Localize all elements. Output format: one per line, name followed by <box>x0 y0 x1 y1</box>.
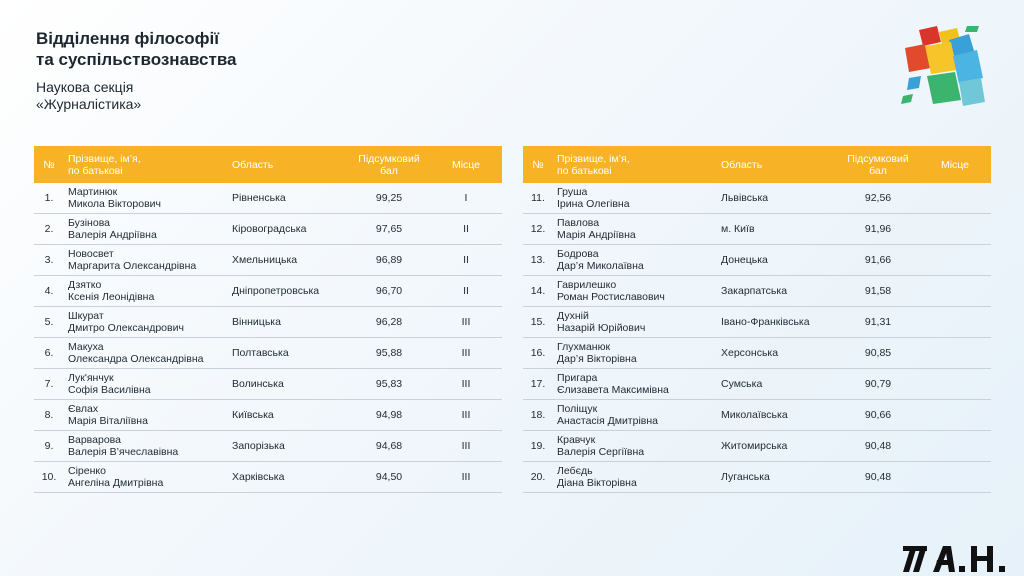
row-place <box>919 214 991 245</box>
row-region: Івано-Франківська <box>717 307 837 338</box>
row-num: 4. <box>34 276 64 307</box>
header-score-line: бал <box>380 164 398 177</box>
row-region: Вінницька <box>228 307 348 338</box>
row-score: 90,48 <box>837 462 919 493</box>
table-row <box>523 183 991 214</box>
row-name <box>553 338 717 369</box>
row-given-names: Маргарита Олександрівна <box>68 260 197 272</box>
row-surname: Гаврилешко <box>557 279 617 291</box>
row-score: 91,66 <box>837 245 919 276</box>
row-surname: Бузінова <box>68 217 110 229</box>
row-name <box>553 245 717 276</box>
row-given-names: Ірина Олегівна <box>557 198 630 210</box>
row-place <box>919 307 991 338</box>
table-row <box>523 431 991 462</box>
row-score: 95,83 <box>348 369 430 400</box>
row-given-names: Єлизавета Максимівна <box>557 384 669 396</box>
row-region: Луганська <box>717 462 837 493</box>
row-region: Хмельницька <box>228 245 348 276</box>
header-place: Місце <box>919 146 991 183</box>
row-name <box>64 214 228 245</box>
row-name <box>553 462 717 493</box>
row-surname: Сіренко <box>68 465 106 477</box>
table-row <box>523 245 991 276</box>
table-row <box>523 276 991 307</box>
header-score-line: Підсумковий <box>358 152 420 165</box>
row-surname: Макуха <box>68 341 104 353</box>
header-name-line: по батькові <box>557 164 612 177</box>
row-region: Житомирська <box>717 431 837 462</box>
table-row <box>34 338 502 369</box>
row-score: 90,79 <box>837 369 919 400</box>
row-name <box>553 307 717 338</box>
table-row <box>34 183 502 214</box>
table-row <box>34 431 502 462</box>
row-place <box>919 183 991 214</box>
row-score: 92,56 <box>837 183 919 214</box>
row-place: II <box>430 214 502 245</box>
row-num: 9. <box>34 431 64 462</box>
header-name-line: Прізвище, ім’я, <box>557 152 630 165</box>
header-name-line: Прізвище, ім’я, <box>68 152 141 165</box>
row-place <box>919 431 991 462</box>
row-num: 18. <box>523 400 553 431</box>
row-score: 90,66 <box>837 400 919 431</box>
row-region: Київська <box>228 400 348 431</box>
man-wordmark-logo <box>903 546 1019 572</box>
section-subtitle-line: «Журналістика» <box>36 96 142 112</box>
row-place <box>919 462 991 493</box>
row-num: 1. <box>34 183 64 214</box>
table-row <box>34 400 502 431</box>
row-given-names: Марія Андріївна <box>557 229 636 241</box>
header-name <box>553 146 717 183</box>
row-score: 91,31 <box>837 307 919 338</box>
row-num: 10. <box>34 462 64 493</box>
row-given-names: Назарій Юрійович <box>557 322 646 334</box>
row-given-names: Микола Вікторович <box>68 198 161 210</box>
row-score: 91,96 <box>837 214 919 245</box>
row-num: 14. <box>523 276 553 307</box>
row-num: 11. <box>523 183 553 214</box>
row-region: Рівненська <box>228 183 348 214</box>
row-num: 20. <box>523 462 553 493</box>
page-title <box>36 28 237 70</box>
header-region: Область <box>717 146 837 183</box>
row-region: Харківська <box>228 462 348 493</box>
row-num: 17. <box>523 369 553 400</box>
row-region: Миколаївська <box>717 400 837 431</box>
header-name-line: по батькові <box>68 164 123 177</box>
row-num: 12. <box>523 214 553 245</box>
header-score <box>837 146 919 183</box>
row-score: 97,65 <box>348 214 430 245</box>
row-region: Полтавська <box>228 338 348 369</box>
section-subtitle <box>36 79 141 113</box>
results-table-left <box>34 146 502 493</box>
table-row <box>34 214 502 245</box>
row-given-names: Олександра Олександрівна <box>68 353 204 365</box>
row-score: 99,25 <box>348 183 430 214</box>
row-region: Закарпатська <box>717 276 837 307</box>
row-num: 3. <box>34 245 64 276</box>
row-given-names: Анастасія Дмитрівна <box>557 415 659 427</box>
header-region: Область <box>228 146 348 183</box>
row-place: III <box>430 400 502 431</box>
row-place: I <box>430 183 502 214</box>
table-header-row <box>34 146 502 183</box>
row-place: II <box>430 245 502 276</box>
row-surname: Дзятко <box>68 279 102 291</box>
row-given-names: Марія Віталіївна <box>68 415 148 427</box>
row-score: 94,98 <box>348 400 430 431</box>
table-row <box>523 307 991 338</box>
row-surname: Новосвет <box>68 248 114 260</box>
row-region: Волинська <box>228 369 348 400</box>
row-place: III <box>430 307 502 338</box>
row-given-names: Валерія Андріївна <box>68 229 157 241</box>
page-title-line: та суспільствознавства <box>36 50 237 69</box>
row-num: 5. <box>34 307 64 338</box>
row-name <box>553 431 717 462</box>
row-score: 91,58 <box>837 276 919 307</box>
row-place: III <box>430 462 502 493</box>
header-score-line: бал <box>869 164 887 177</box>
row-region: Херсонська <box>717 338 837 369</box>
header-name <box>64 146 228 183</box>
results-table-right <box>523 146 991 493</box>
table-row <box>523 462 991 493</box>
row-given-names: Дар’я Вікторівна <box>557 353 637 365</box>
section-subtitle-line: Наукова секція <box>36 79 134 95</box>
row-num: 19. <box>523 431 553 462</box>
table-row <box>34 462 502 493</box>
row-surname: Лебєдь <box>557 465 593 477</box>
row-score: 96,70 <box>348 276 430 307</box>
row-name <box>64 183 228 214</box>
row-name <box>553 400 717 431</box>
row-place: III <box>430 369 502 400</box>
row-given-names: Ангеліна Дмитрівна <box>68 477 164 489</box>
row-name <box>64 431 228 462</box>
row-surname: Бодрова <box>557 248 599 260</box>
row-place <box>919 338 991 369</box>
row-surname: Поліщук <box>557 403 598 415</box>
row-place: II <box>430 276 502 307</box>
row-surname: Павлова <box>557 217 600 229</box>
row-given-names: Дар’я Миколаївна <box>557 260 644 272</box>
header-score <box>348 146 430 183</box>
table-row <box>34 245 502 276</box>
table-header-row <box>523 146 991 183</box>
row-region: Сумська <box>717 369 837 400</box>
row-surname: Лук'янчук <box>68 372 114 384</box>
row-place <box>919 276 991 307</box>
row-place: III <box>430 338 502 369</box>
row-num: 13. <box>523 245 553 276</box>
row-num: 7. <box>34 369 64 400</box>
row-surname: Кравчук <box>557 434 596 446</box>
row-surname: Варварова <box>68 434 121 446</box>
row-place <box>919 400 991 431</box>
row-place <box>919 245 991 276</box>
table-row <box>523 400 991 431</box>
row-given-names: Роман Ростиславович <box>557 291 665 303</box>
row-name <box>64 276 228 307</box>
row-score: 94,68 <box>348 431 430 462</box>
row-surname: Духній <box>557 310 589 322</box>
row-name <box>64 462 228 493</box>
row-region: Запорізька <box>228 431 348 462</box>
row-name <box>553 214 717 245</box>
row-region: Дніпропетровська <box>228 276 348 307</box>
row-given-names: Діана Вікторівна <box>557 477 637 489</box>
row-name <box>64 307 228 338</box>
header-num: № <box>34 146 64 183</box>
row-num: 8. <box>34 400 64 431</box>
row-place: III <box>430 431 502 462</box>
row-name <box>553 276 717 307</box>
row-score: 96,89 <box>348 245 430 276</box>
table-row <box>34 369 502 400</box>
row-region: Донецька <box>717 245 837 276</box>
row-region: Львівська <box>717 183 837 214</box>
row-num: 2. <box>34 214 64 245</box>
row-place <box>919 369 991 400</box>
row-num: 16. <box>523 338 553 369</box>
row-given-names: Дмитро Олександрович <box>68 322 184 334</box>
cube-logo-icon <box>897 26 989 112</box>
row-num: 6. <box>34 338 64 369</box>
row-given-names: Валерія В’ячеславівна <box>68 446 179 458</box>
row-name <box>553 369 717 400</box>
header-num: № <box>523 146 553 183</box>
table-row <box>34 307 502 338</box>
row-score: 94,50 <box>348 462 430 493</box>
row-given-names: Ксенія Леонідівна <box>68 291 155 303</box>
row-score: 90,48 <box>837 431 919 462</box>
row-score: 95,88 <box>348 338 430 369</box>
row-surname: Груша <box>557 186 588 198</box>
row-given-names: Валерія Сергіївна <box>557 446 645 458</box>
row-surname: Глухманюк <box>557 341 611 353</box>
row-name <box>64 338 228 369</box>
row-name <box>553 183 717 214</box>
row-given-names: Софія Василівна <box>68 384 151 396</box>
row-surname: Мартинюк <box>68 186 118 198</box>
row-name <box>64 245 228 276</box>
header-score-line: Підсумковий <box>847 152 909 165</box>
table-row <box>523 369 991 400</box>
row-score: 96,28 <box>348 307 430 338</box>
row-name <box>64 369 228 400</box>
row-name <box>64 400 228 431</box>
header-place: Місце <box>430 146 502 183</box>
row-surname: Євлах <box>68 403 99 415</box>
page-title-line: Відділення філософії <box>36 29 220 48</box>
table-row <box>523 338 991 369</box>
row-region: м. Київ <box>717 214 837 245</box>
row-num: 15. <box>523 307 553 338</box>
table-row <box>34 276 502 307</box>
row-region: Кіровоградська <box>228 214 348 245</box>
row-score: 90,85 <box>837 338 919 369</box>
row-surname: Шкурат <box>68 310 104 322</box>
table-row <box>523 214 991 245</box>
row-surname: Пригара <box>557 372 598 384</box>
